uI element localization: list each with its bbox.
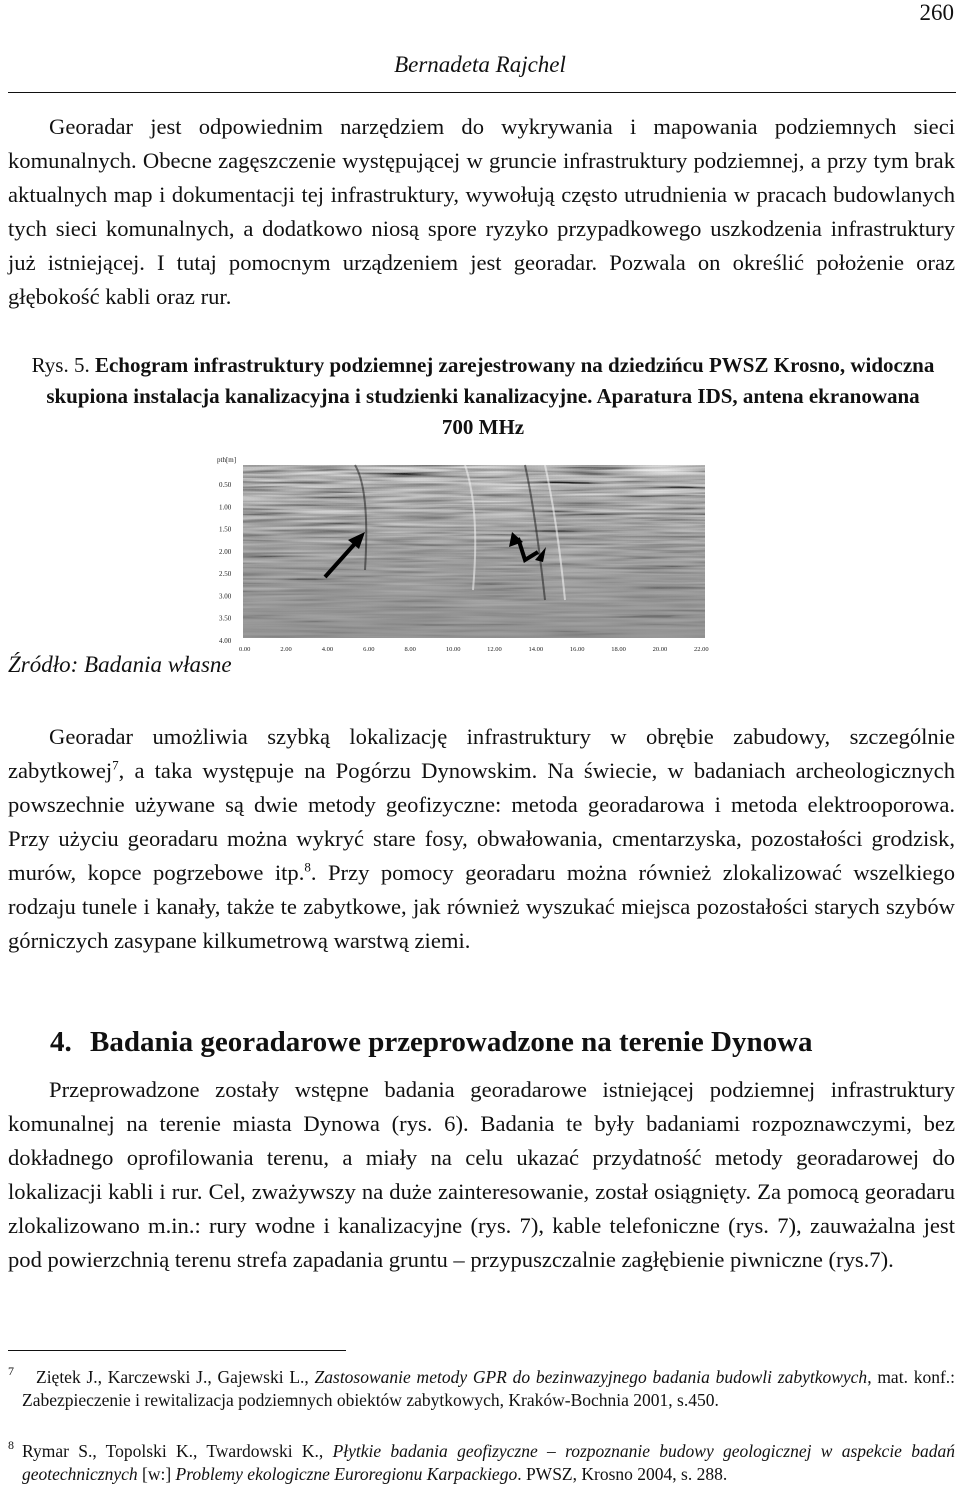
echogram-figure [205, 450, 710, 662]
footnote-authors: Rymar S., Topolski K., Twardowski K., [22, 1441, 333, 1461]
depth-tick-label: 2.50 [219, 570, 232, 579]
distance-tick-label: 18.00 [611, 646, 626, 653]
depth-tick-label: 0.50 [219, 481, 232, 489]
footnote-8 [8, 1440, 955, 1486]
radargram-image [243, 465, 705, 638]
distance-tick-label: 10.00 [445, 646, 461, 653]
footnote-mark: 7 [8, 1364, 14, 1378]
figure-caption [28, 350, 938, 443]
footnote-rest: . PWSZ, Krosno 2004, s. 288. [517, 1464, 728, 1484]
footnote-middle: [w:] [137, 1464, 176, 1484]
running-header-author: Bernadeta Rajchel [394, 52, 566, 77]
footnote-ref-7: 7 [112, 757, 119, 773]
paragraph-text-part3: . Przy pomocy georadaru można również zlokalizować wszelkiego rodzaju tunele i kanały, także te zabytkowe, jak również wyszukać miejsca pozostałości starych szybów górniczych zasypane kilkumetrową warstwą ziemi. [8, 860, 955, 953]
footnote-title: Zastosowanie metody GPR do bezinwazyjnego badania budowli zabytkowych [314, 1367, 868, 1387]
page-number: 260 [919, 0, 954, 25]
section-number: 4. [50, 1026, 72, 1058]
distance-tick-label: 0.00 [239, 646, 251, 653]
paragraph-georadar-usage [8, 720, 955, 958]
depth-tick-label: 2.00 [219, 547, 232, 556]
distance-tick-label: 12.00 [487, 646, 502, 653]
distance-tick-label: 20.00 [652, 646, 668, 653]
distance-tick-label: 6.00 [363, 646, 375, 653]
footnote-7 [8, 1366, 955, 1412]
paragraph-text: Przeprowadzone zostały wstępne badania georadarowe istniejącej podziemnej infrastruktury komunalnej na terenie miasta Dynowa (rys. 6). Badania te były badaniami rozpoznawczymi, bez dokładnego oprofilowania terenu, a miały na celu ukazać przydatność metody georadarowej do lokalizacji kabli i rur. Cel, zważywszy na duże zainteresowanie, został osiągnięty. Za pomocą georadaru zlokalizowano m.in.: rury wodne i kanalizacyjne (rys. 7), kable telefoniczne (rys. 7), zauważalna jest pod powierzchnią terenu strefa zapadania gruntu – przypuszczalnie zagłębienie piwniczne (rys.7). [8, 1077, 955, 1272]
paragraph-text: Georadar jest odpowiednim narzędziem do wykrywania i mapowania podziemnych sieci komunalnych. Obecne zagęszczenie występującej w gruncie infrastruktury podziemnej, a przy tym brak aktualnych map i dokumentacji tej infrastruktury, wywołują często utrudnienia w pracach budowlanych tych sieci komunalnych, a dodatkowo niosą spore ryzyko przypadkowego uszkodzenia infrastruktury już istniejącej. I tutaj pomocnym urządzeniem jest georadar. Pozwala on określić położenie oraz głębokość kabli oraz rur. [8, 114, 955, 309]
distance-tick-label: 2.00 [280, 646, 292, 653]
depth-tick-label: 1.00 [219, 503, 232, 512]
depth-tick-label: 4.00 [219, 637, 232, 645]
paragraph-text [8, 720, 955, 958]
depth-tick-label: 3.50 [219, 614, 232, 623]
section-heading [50, 1026, 813, 1059]
caption-prefix: Rys. 5. [31, 353, 90, 377]
footnote-title: Płytkie badania geofizyczne – rozpoznanie budowy geologicznej w aspekcie badań geotechnicznych [22, 1441, 955, 1484]
paragraph-text-part2: , a taka występuje na Pogórzu Dynowskim. Na świecie, w badaniach archeologicznych powszechnie używane są dwie metody geofizyczne: metoda georadarowa i metoda elektrooporowa. Przy użyciu georadaru można wykryć stare fosy, obwałowania, cmentarzyska, pozostałości grodzisk, murów, kopce pogrzebowe itp. [8, 758, 955, 885]
distance-tick-label: 22.00 [694, 646, 709, 653]
header-rule [8, 92, 956, 93]
distance-tick-label: 4.00 [321, 646, 334, 653]
depth-axis-label: pth[m] [217, 456, 237, 464]
figure-source: Źródło: Badania własne [8, 652, 232, 677]
footnote-rest: , mat. konf.: Zabezpieczenie i rewitalizacja podziemnych obiektów zabytkowych, Kraków-Bochnia 2001, s.450. [22, 1367, 956, 1410]
depth-axis-ticks [219, 481, 232, 645]
depth-tick-label: 3.00 [219, 592, 232, 601]
distance-tick-label: 16.00 [569, 646, 585, 653]
footnote-rule [8, 1350, 346, 1351]
depth-tick-label: 1.50 [219, 525, 232, 534]
footnote-ref-8: 8 [304, 859, 311, 875]
distance-axis-ticks [239, 646, 709, 653]
footnote-authors: Ziętek J., Karczewski J., Gajewski L., [36, 1367, 315, 1387]
paragraph-dynow-study [8, 1073, 955, 1277]
section-title: Badania georadarowe przeprowadzone na terenie Dynowa [90, 1026, 813, 1058]
paragraph-text-part1: Georadar umożliwia szybką lokalizację infrastruktury w obrębie zabudowy, szczególnie zabytkowej [8, 724, 955, 783]
caption-text: Echogram infrastruktury podziemnej zarejestrowany na dziedzińcu PWSZ Krosno, widoczna skupiona instalacja kanalizacyjna i studzienki kanalizacyjne. Aparatura IDS, antena ekranowana 700 MHz [46, 353, 935, 439]
paragraph-georadar-intro [8, 110, 955, 314]
footnote-mark: 8 [8, 1438, 14, 1452]
footnote-source: Problemy ekologiczne Euroregionu Karpackiego [175, 1464, 518, 1484]
distance-tick-label: 8.00 [404, 646, 416, 653]
distance-tick-label: 14.00 [528, 646, 544, 653]
